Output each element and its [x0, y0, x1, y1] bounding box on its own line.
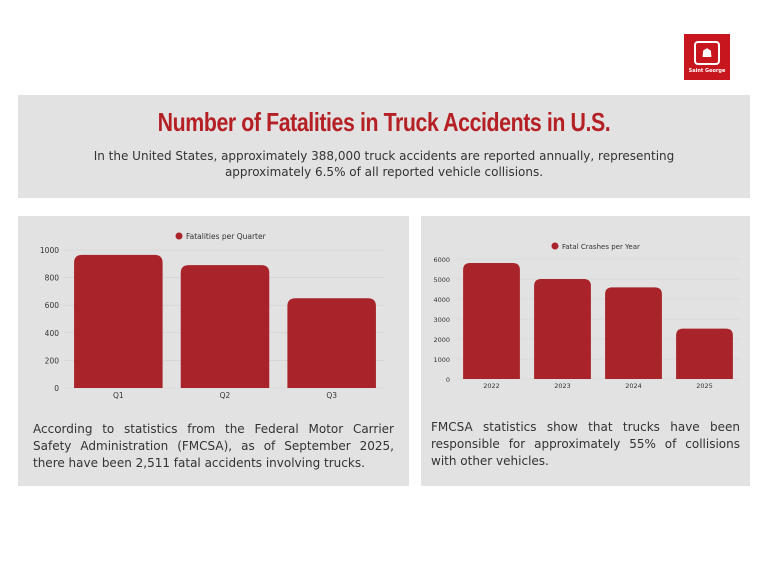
legend-marker: [552, 243, 559, 250]
y-tick-label: 4000: [433, 296, 450, 304]
x-tick-label: 2025: [696, 382, 713, 390]
y-tick-label: 200: [44, 356, 59, 366]
y-tick-label: 6000: [433, 256, 450, 264]
logo-mark-icon: ☗: [694, 41, 720, 65]
legend-label: Fatalities per Quarter: [186, 232, 266, 241]
brand-logo[interactable]: [684, 34, 730, 80]
legend-marker: [176, 233, 183, 240]
x-tick-label: Q2: [219, 391, 231, 400]
legend: [176, 232, 267, 241]
y-tick-label: 400: [44, 328, 59, 338]
bar-2023: [534, 279, 591, 379]
yearly-crashes-card: [421, 216, 750, 486]
legend: [552, 243, 640, 252]
bar-2024: [605, 287, 662, 379]
yearly-crashes-chart: [421, 216, 750, 416]
quarterly-fatalities-chart: [18, 216, 409, 416]
x-tick-label: 2022: [483, 382, 500, 390]
page-subtitle: In the United States, approximately 388,000 truck accidents are reported annually, representing approximately 6.5% of all reported vehicle collisions.: [93, 149, 675, 179]
y-tick-label: 2000: [433, 336, 450, 344]
page-title: Number of Fatalities in Truck Accidents in U.S.: [157, 107, 611, 137]
quarterly-fatalities-card: [18, 216, 409, 486]
x-tick-label: Q1: [112, 391, 124, 400]
y-tick-label: 5000: [433, 276, 450, 284]
yearly-description: FMCSA statistics show that trucks have been responsible for approximately 55% of collisions with other vehicles.: [431, 420, 740, 468]
bar-q2: [181, 265, 270, 388]
bar-2022: [463, 263, 520, 379]
legend-label: Fatal Crashes per Year: [562, 243, 640, 251]
bar-q1: [74, 255, 163, 388]
quarterly-description: According to statistics from the Federal Motor Carrier Safety Administration (FMCSA), as of September 2025, there have been 2,511 fatal accidents involving trucks.: [33, 422, 394, 470]
x-tick-label: Q3: [326, 391, 338, 400]
logo-name: Saint George: [688, 68, 726, 74]
x-tick-label: 2023: [554, 382, 571, 390]
y-tick-label: 1000: [433, 356, 450, 364]
y-tick-label: 600: [44, 301, 59, 311]
y-tick-label: 0: [54, 384, 59, 393]
bar-q3: [287, 298, 376, 388]
x-tick-label: 2024: [625, 382, 642, 390]
y-tick-label: 0: [445, 376, 450, 384]
y-tick-label: 3000: [433, 316, 450, 324]
bar-2025: [676, 329, 733, 379]
y-tick-label: 1000: [39, 246, 59, 255]
header-panel: [18, 95, 750, 198]
y-tick-label: 800: [44, 273, 59, 283]
